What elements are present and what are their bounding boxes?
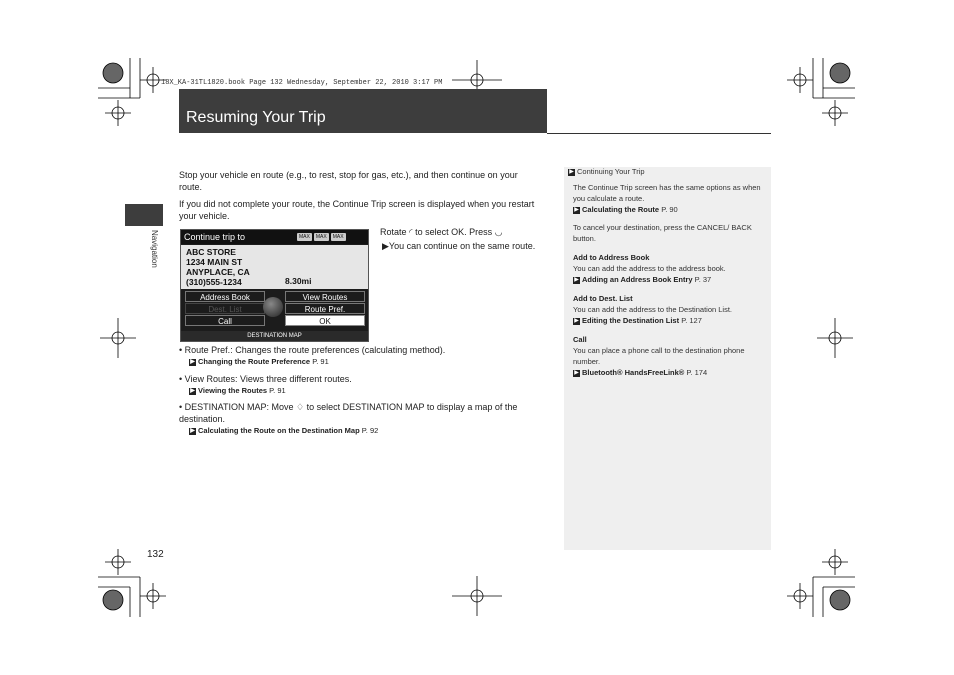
instruction-ok: OK	[451, 227, 465, 237]
dial-move-icon: ♢	[296, 402, 305, 412]
intro-paragraph-2: If you did not complete your route, the Continue Trip screen is displayed when you restart your vehicle.	[179, 199, 535, 221]
section-title: Add to Dest. List	[573, 294, 633, 303]
dest-list-button[interactable]: Dest. List	[185, 303, 265, 314]
bullet-desc: : Move	[266, 402, 294, 412]
ref-page: P. 91	[312, 357, 329, 366]
bullet-term: DESTINATION MAP	[184, 402, 267, 412]
section-label: Navigation	[150, 230, 159, 268]
ref-link[interactable]: Bluetooth® HandsFreeLink®	[582, 368, 685, 377]
section-tab	[125, 204, 163, 226]
ref-arrow-icon: ▶	[574, 317, 579, 324]
destination-info	[181, 245, 368, 289]
result-arrow-icon: ▶	[382, 241, 389, 251]
call-button[interactable]: Call	[185, 315, 265, 326]
sidebar-header	[568, 167, 645, 176]
ok-button[interactable]: OK	[285, 315, 365, 326]
destination-street: 1234 MAIN ST	[186, 257, 243, 267]
ref-arrow-icon: ▶	[574, 369, 579, 376]
sidebar-section-call	[573, 334, 763, 378]
section-text: You can add the address to the Destination List.	[573, 305, 732, 314]
page-number: 132	[147, 549, 164, 560]
section-text: You can add the address to the address book.	[573, 264, 726, 273]
ref-link[interactable]: Calculating the Route on the Destination Map	[198, 426, 360, 435]
ref-page: P. 37	[694, 275, 712, 284]
bullet-term: Route Pref.	[184, 345, 231, 355]
ref-link[interactable]: Editing the Destination List	[582, 316, 680, 325]
sidebar-header-text: Continuing Your Trip	[577, 167, 645, 176]
page-title: Resuming Your Trip	[186, 109, 326, 126]
intro-paragraph-1: Stop your vehicle en route (e.g., to rest, stop for gas, etc.), and then continue on your route.	[179, 170, 518, 192]
ref-arrow-icon: ▶	[190, 387, 195, 394]
ref-page: P. 174	[686, 368, 708, 377]
bullet-destination-map: • DESTINATION MAP: Move ♢ to select DESTINATION MAP to display a map of the destination. ▶ Calculating the Route on the Destination Map P. 92	[179, 402, 518, 435]
bullet-desc: to select	[306, 402, 341, 412]
sidebar-cancel-note: To cancel your destination, press the CANCEL/ BACK button.	[573, 223, 752, 243]
bullet-route-pref: • Route Pref.: Changes the route preferences (calculating method). ▶ Changing the Route Preference P. 91	[179, 345, 446, 366]
bullet-desc: to display a map of the destination.	[179, 402, 518, 424]
status-badge: MAX	[332, 234, 344, 240]
bullet-view-routes: • View Routes: Views three different routes. ▶ Viewing the Routes P. 91	[179, 374, 352, 395]
status-badge: MAX	[315, 234, 327, 240]
section-title: Call	[573, 335, 587, 344]
interface-dial-icon	[263, 297, 283, 317]
status-badge: MAX	[299, 234, 310, 240]
section-title: Add to Address Book	[573, 253, 650, 262]
sidebar-notes	[564, 167, 771, 550]
screen-header	[181, 230, 368, 244]
destination-name: ABC STORE	[186, 247, 236, 257]
destination-phone: (310)555-1234	[186, 277, 242, 287]
ref-page: P. 127	[681, 316, 702, 325]
view-routes-button[interactable]: View Routes	[285, 291, 365, 302]
sidebar-intro-text: The Continue Trip screen has the same options as when you calculate a route.	[573, 183, 761, 203]
dial-rotate-icon: ◜	[409, 227, 413, 237]
instruction-text	[380, 226, 540, 252]
destination-city: ANYPLACE, CA	[186, 267, 250, 277]
title-rule	[547, 133, 771, 134]
continue-trip-screen	[180, 229, 369, 342]
instruction-to-select: to select	[415, 227, 449, 237]
destination-map-footer[interactable]: DESTINATION MAP	[181, 331, 368, 341]
ref-arrow-icon: ▶	[574, 206, 579, 213]
ref-link[interactable]: Calculating the Route	[582, 205, 660, 214]
ref-arrow-icon: ▶	[574, 276, 579, 283]
bullet-term: DESTINATION MAP	[342, 402, 425, 412]
distance-readout: 8.30mi	[285, 276, 312, 286]
ref-page: P. 92	[361, 426, 379, 435]
status-badges	[297, 233, 346, 241]
print-metadata-line: 18X_KA-31TL1820.book Page 132 Wednesday, September 22, 2010 3:17 PM	[161, 79, 443, 87]
sidebar-section-address-book	[573, 252, 763, 285]
note-icon: ▶	[569, 168, 574, 175]
instruction-result: You can continue on the same route.	[388, 241, 536, 251]
ref-page: P. 90	[661, 205, 678, 214]
address-book-button[interactable]: Address Book	[185, 291, 265, 302]
bullet-desc: : Changes the route preferences (calculating method).	[230, 345, 446, 355]
ref-link[interactable]: Changing the Route Preference	[198, 357, 311, 366]
ref-link[interactable]: Viewing the Routes	[198, 386, 268, 395]
ref-link[interactable]: Adding an Address Book Entry	[582, 275, 693, 284]
dial-press-icon: ◡	[494, 227, 503, 237]
section-text: You can place a phone call to the destination phone number.	[573, 346, 745, 366]
ref-page: P. 91	[269, 386, 286, 395]
screen-title: Continue trip to	[184, 232, 246, 242]
sidebar-section-dest-list	[573, 293, 763, 326]
sidebar-intro	[573, 182, 763, 215]
ref-arrow-icon: ▶	[190, 427, 195, 434]
instruction-press: . Press	[464, 227, 493, 237]
instruction-rotate: Rotate	[380, 227, 407, 237]
route-pref-button[interactable]: Route Pref.	[285, 303, 365, 314]
bullet-term: View Routes	[184, 374, 236, 384]
bullet-desc: : Views three different routes.	[235, 374, 352, 384]
ref-arrow-icon: ▶	[190, 358, 195, 365]
